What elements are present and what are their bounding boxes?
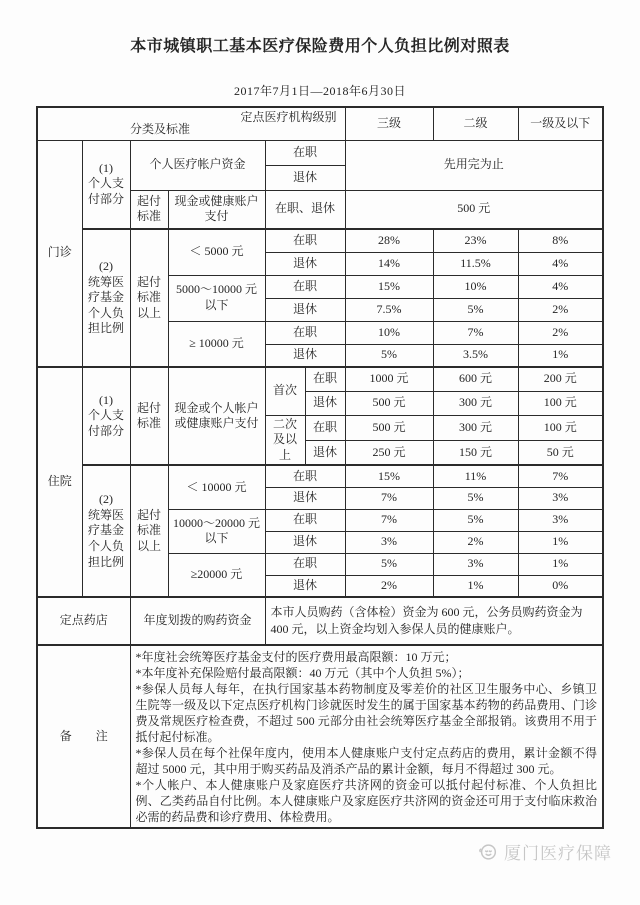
value-cell: 2% bbox=[518, 298, 603, 321]
part-number: (2) bbox=[99, 492, 113, 507]
value-cell: 150 元 bbox=[433, 440, 518, 465]
part-number: (1) bbox=[99, 392, 113, 407]
level-header-tier1-below: 一级及以下 bbox=[518, 107, 603, 140]
value-cell: 8% bbox=[518, 229, 603, 252]
remark-item: *个人帐户、本人健康账户及家庭医疗共济网的资金可以抵付起付标准、个人负担比例、乙类药品自付比例。本人健康账户及家庭医疗共济网的资金还可用于支付临床救治必需的药品费和诊疗费用、体检费用。 bbox=[135, 778, 597, 825]
value-cell: 1% bbox=[518, 531, 603, 553]
above-deductible-label: 起付标准以上 bbox=[130, 229, 168, 367]
value-cell: 7.5% bbox=[345, 298, 433, 321]
section-label-pharmacy: 定点药店 bbox=[37, 597, 130, 645]
value-cell: 3% bbox=[433, 553, 518, 575]
corner-header-cell bbox=[37, 107, 345, 140]
row-label-active: 在职 bbox=[265, 275, 345, 298]
value-cell: 11% bbox=[433, 465, 518, 487]
value-cell: 10% bbox=[433, 275, 518, 298]
value-cell: 3% bbox=[518, 509, 603, 531]
value-cell: 4% bbox=[518, 275, 603, 298]
value-cell: 0% bbox=[518, 575, 603, 597]
section-label-remarks: 备 注 bbox=[37, 645, 130, 828]
section-label-outpatient: 门诊 bbox=[37, 140, 82, 367]
row-label-retired: 退休 bbox=[265, 344, 345, 367]
outpatient-account-desc: 个人医疗帐户资金 bbox=[130, 140, 265, 190]
row-label-active: 在职 bbox=[265, 465, 345, 487]
deductible-label: 起付标准 bbox=[130, 367, 168, 465]
inpatient-personal-part-label bbox=[82, 367, 130, 465]
value-cell: 2% bbox=[345, 575, 433, 597]
value-cell: 11.5% bbox=[433, 252, 518, 275]
outpatient-personal-part-label bbox=[82, 140, 130, 229]
value-cell: 1% bbox=[518, 553, 603, 575]
admission-label-second-plus: 二次及以上 bbox=[265, 415, 305, 465]
value-cell: 7% bbox=[345, 487, 433, 509]
value-cell: 5% bbox=[433, 298, 518, 321]
row-label-active: 在职 bbox=[265, 553, 345, 575]
value-cell: 300 元 bbox=[433, 391, 518, 415]
brand-logo-icon bbox=[477, 841, 499, 863]
value-cell: 200 元 bbox=[518, 367, 603, 391]
row-label-both: 在职、退休 bbox=[265, 190, 345, 229]
part-number: (1) bbox=[99, 160, 113, 175]
row-label-retired: 退休 bbox=[265, 252, 345, 275]
value-cell: 7% bbox=[433, 321, 518, 344]
pharmacy-note: 本市人员购药（含体检）资金为 600 元，公务员购药资金为 400 元，以上资金均划入参保人员的健康账户。 bbox=[265, 597, 603, 645]
corner-label-category: 分类及标准 bbox=[130, 121, 191, 136]
period-subtitle: 2017年7月1日—2018年6月30日 bbox=[233, 84, 406, 98]
remark-item: *参保人员在每个社保年度内，使用本人健康账户支付定点药店的费用，累计金额不得超过 5000 元，其中用于购买药品及消杀产品的累计金额，每月不得超过 300 元。 bbox=[135, 746, 597, 777]
value-cell: 7% bbox=[518, 465, 603, 487]
value-cell: 5% bbox=[345, 344, 433, 367]
admission-label-first: 首次 bbox=[265, 367, 305, 415]
page-title: 本市城镇职工基本医疗保险费用个人负担比例对照表 bbox=[130, 38, 510, 55]
row-label-active: 在职 bbox=[265, 229, 345, 252]
row-label-active: 在职 bbox=[305, 367, 345, 391]
bracket-range: ＜ 10000 元 bbox=[168, 465, 265, 509]
value-cell: 10% bbox=[345, 321, 433, 344]
bracket-range: ≥20000 元 bbox=[168, 553, 265, 597]
bracket-range: 10000～20000 元以下 bbox=[168, 509, 265, 553]
inpatient-pooled-part-label bbox=[82, 465, 130, 597]
row-label-retired: 退休 bbox=[305, 440, 345, 465]
inpatient-cash-desc: 现金或个人帐户或健康账户支付 bbox=[168, 367, 265, 465]
value-cell: 15% bbox=[345, 275, 433, 298]
value-cell: 250 元 bbox=[345, 440, 433, 465]
brand-watermark bbox=[0, 839, 640, 864]
outpatient-cash-desc: 现金或健康账户支付 bbox=[168, 190, 265, 229]
level-header-tier3: 三级 bbox=[345, 107, 433, 140]
deductible-label: 起付标准 bbox=[130, 190, 168, 229]
remarks-cell bbox=[130, 645, 603, 828]
outpatient-account-value: 先用完为止 bbox=[345, 140, 603, 190]
value-cell: 3% bbox=[345, 531, 433, 553]
remark-item: *参保人员每人每年，在执行国家基本药物制度及零差价的社区卫生服务中心、乡镇卫生院等一级及以下定点医疗机构门诊就医时发生的属于国家基本药物的药品费用、门诊费及常规医疗检查费，不超过 500 元部分由社会统筹医疗基金全部报销。该费用不用于抵付起付标准。 bbox=[135, 682, 597, 745]
level-header-tier2: 二级 bbox=[433, 107, 518, 140]
row-label-active: 在职 bbox=[265, 321, 345, 344]
section-label-inpatient: 住院 bbox=[37, 367, 82, 597]
corner-label-institution-level: 定点医疗机构级别 bbox=[240, 110, 337, 124]
remark-item: *本年度补充保险赔付最高限额：40 万元（其中个人负担 5%）； bbox=[135, 666, 470, 681]
row-label-retired: 退休 bbox=[265, 165, 345, 190]
bracket-range: ＜ 5000 元 bbox=[168, 229, 265, 275]
value-cell: 1% bbox=[518, 344, 603, 367]
row-label-retired: 退休 bbox=[265, 298, 345, 321]
value-cell: 4% bbox=[518, 252, 603, 275]
value-cell: 5% bbox=[345, 553, 433, 575]
row-label-retired: 退休 bbox=[265, 531, 345, 553]
row-label-active: 在职 bbox=[265, 140, 345, 165]
value-cell: 3% bbox=[518, 487, 603, 509]
value-cell: 100 元 bbox=[518, 415, 603, 440]
part-name: 统筹医疗基金个人负担比例 bbox=[87, 274, 124, 336]
part-name: 个人支付部分 bbox=[87, 408, 124, 438]
value-cell: 500 元 bbox=[345, 391, 433, 415]
value-cell: 50 元 bbox=[518, 440, 603, 465]
value-cell: 1% bbox=[433, 575, 518, 597]
value-cell: 3.5% bbox=[433, 344, 518, 367]
value-cell: 1000 元 bbox=[345, 367, 433, 391]
row-label-retired: 退休 bbox=[305, 391, 345, 415]
value-cell: 300 元 bbox=[433, 415, 518, 440]
value-cell: 2% bbox=[518, 321, 603, 344]
value-cell: 14% bbox=[345, 252, 433, 275]
bracket-range: 5000～10000 元以下 bbox=[168, 275, 265, 321]
row-label-retired: 退休 bbox=[265, 487, 345, 509]
outpatient-cash-value: 500 元 bbox=[345, 190, 603, 229]
part-name: 统筹医疗基金个人负担比例 bbox=[87, 507, 124, 569]
value-cell: 2% bbox=[433, 531, 518, 553]
part-name: 个人支付部分 bbox=[87, 176, 124, 207]
insurance-burden-table bbox=[36, 106, 604, 829]
row-label-active: 在职 bbox=[265, 509, 345, 531]
value-cell: 28% bbox=[345, 229, 433, 252]
value-cell: 600 元 bbox=[433, 367, 518, 391]
remark-item: *年度社会统筹医疗基金支付的医疗费用最高限额：10 万元； bbox=[135, 650, 457, 665]
value-cell: 23% bbox=[433, 229, 518, 252]
bracket-range: ≥ 10000 元 bbox=[168, 321, 265, 367]
pharmacy-fund-desc: 年度划拨的购药资金 bbox=[130, 597, 265, 645]
value-cell: 500 元 bbox=[345, 415, 433, 440]
value-cell: 15% bbox=[345, 465, 433, 487]
value-cell: 7% bbox=[345, 509, 433, 531]
brand-name: 厦门医疗保障 bbox=[504, 844, 612, 864]
above-deductible-label: 起付标准以上 bbox=[130, 465, 168, 597]
value-cell: 5% bbox=[433, 509, 518, 531]
row-label-retired: 退休 bbox=[265, 575, 345, 597]
value-cell: 5% bbox=[433, 487, 518, 509]
value-cell: 100 元 bbox=[518, 391, 603, 415]
row-label-active: 在职 bbox=[305, 415, 345, 440]
part-number: (2) bbox=[99, 259, 113, 274]
outpatient-pooled-part-label bbox=[82, 229, 130, 367]
